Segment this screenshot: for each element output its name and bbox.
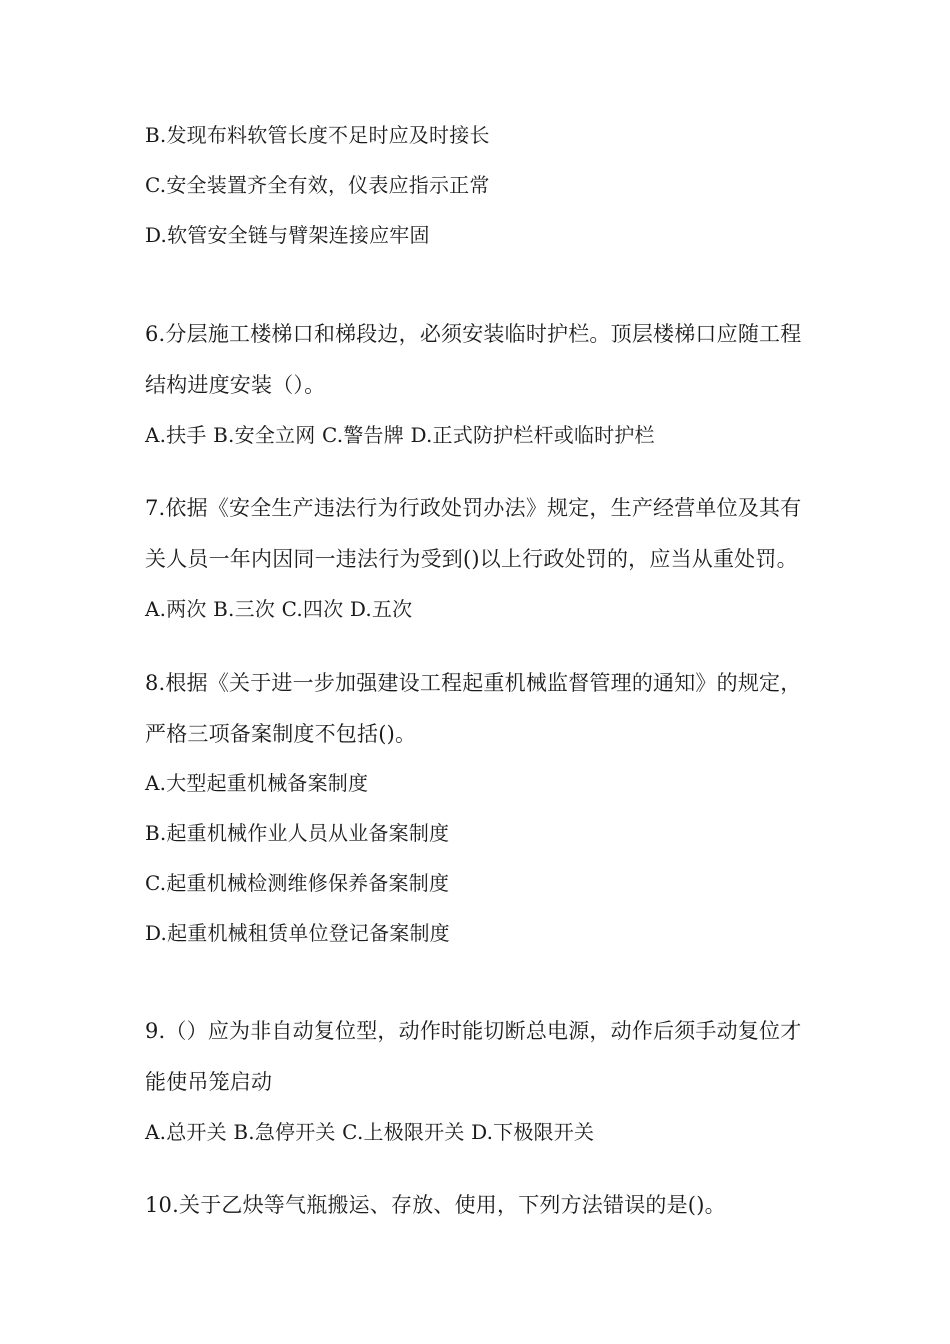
question-8-option-b: B.起重机械作业人员从业备案制度 xyxy=(145,821,450,845)
question-10-line-1: 10.关于乙炔等气瓶搬运、存放、使用，下列方法错误的是()。 xyxy=(145,1193,726,1217)
question-8-option-a: A.大型起重机械备案制度 xyxy=(145,771,369,795)
option-b: B.发现布料软管长度不足时应及时接长 xyxy=(145,123,490,147)
question-6-line-1: 6.分层施工楼梯口和梯段边，必须安装临时护栏。顶层楼梯口应随工程 xyxy=(145,322,802,346)
option-c: C.安全装置齐全有效，仪表应指示正常 xyxy=(145,173,490,197)
question-6-line-2: 结构进度安装（）。 xyxy=(145,373,326,397)
question-7-options: A.两次 B.三次 C.四次 D.五次 xyxy=(145,597,413,621)
question-8-option-d: D.起重机械租赁单位登记备案制度 xyxy=(145,921,450,945)
question-6-options: A.扶手 B.安全立网 C.警告牌 D.正式防护栏杆或临时护栏 xyxy=(145,423,655,447)
question-9-options: A.总开关 B.急停开关 C.上极限开关 D.下极限开关 xyxy=(145,1120,595,1144)
question-8-line-2: 严格三项备案制度不包括()。 xyxy=(145,722,417,746)
question-8-line-1: 8.根据《关于进一步加强建设工程起重机械监督管理的通知》的规定， xyxy=(145,671,802,695)
question-8-option-c: C.起重机械检测维修保养备案制度 xyxy=(145,871,450,895)
option-d: D.软管安全链与臂架连接应牢固 xyxy=(145,223,430,247)
question-9-line-1: 9.（）应为非自动复位型，动作时能切断总电源，动作后须手动复位才 xyxy=(145,1019,802,1043)
question-9-line-2: 能使吊笼启动 xyxy=(145,1070,273,1094)
question-7-line-1: 7.依据《安全生产违法行为行政处罚办法》规定，生产经营单位及其有 xyxy=(145,496,802,520)
question-7-line-2: 关人员一年内因同一违法行为受到()以上行政处罚的，应当从重处罚。 xyxy=(145,547,798,571)
